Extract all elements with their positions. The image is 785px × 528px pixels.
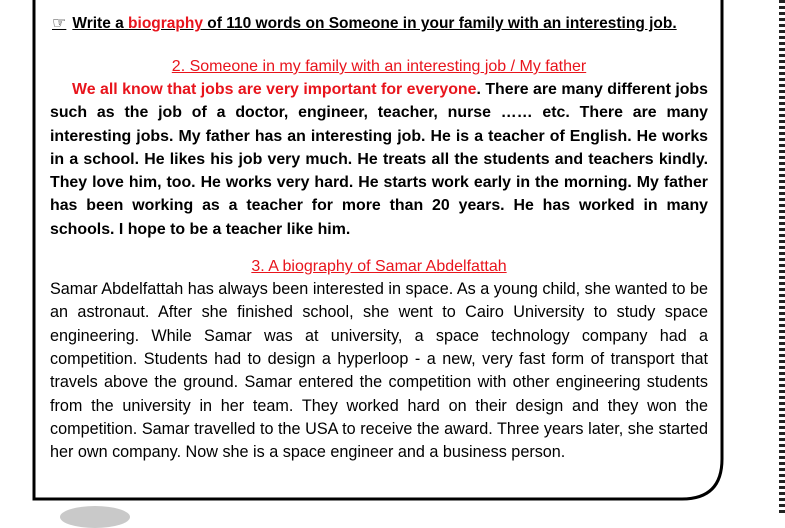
section-title-father: 2. Someone in my family with an interesting job / My father <box>171 58 587 75</box>
section-title-samar: 3. A biography of Samar Abdelfattah <box>251 258 507 276</box>
worksheet-content <box>50 0 708 464</box>
task-highlight-word: biography <box>128 15 203 32</box>
page-corner-shadow <box>60 506 130 528</box>
samar-paragraph: Samar Abdelfattah has always been interested in space. As a young child, she wanted to be an astronaut. After she finished school, she went to Cairo University to study space engineering. While Samar was at university, a space technology company had a competition. Students had to design a hyperloop - a new, very fast form of transport that travels above the ground. Samar entered the competition with other engineering students from the university in her team. They worked hard on their design and they won the competition. Samar travelled to the USA to receive the award. Three years later, she started her own company. Now she is a space engineer and a business person. <box>50 280 708 462</box>
page-edge-strip <box>779 0 785 514</box>
father-body-text: . There are many different jobs such as the job of a doctor, engineer, teacher, nurse …… etc. There are many interesting jobs. My father has an interesting job. He is a teacher of English. He works in a school. He likes his job very much. He treats all the students and teachers kindly. They love him, too. He works very hard. He starts work early in the morning. My father has been working as a teacher for more than 20 years. He has worked in many schools. I hope to be a teacher like him. <box>50 81 708 238</box>
father-lead-sentence: We all know that jobs are very important for everyone <box>72 81 477 98</box>
pointing-hand-icon: ☞ <box>52 15 67 32</box>
father-paragraph <box>50 78 708 241</box>
task-instruction: ☞ Write a biography of 110 words on Someone in your family with an interesting job. <box>52 15 677 32</box>
